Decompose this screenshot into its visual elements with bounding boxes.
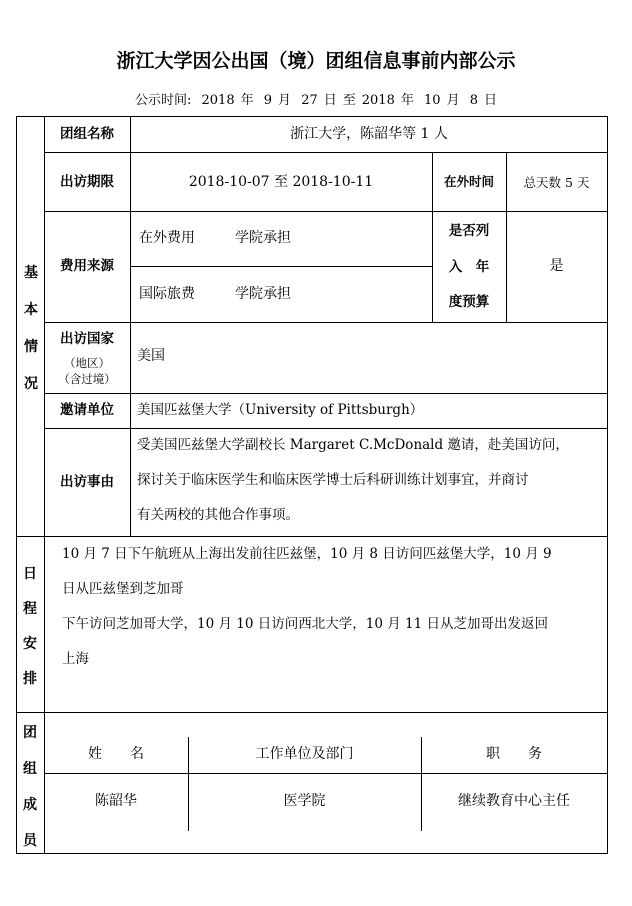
schedule-line-1: 10 月 7 日下午航班从上海出发前往匹兹堡，10 月 8 日访问匹兹堡大学，10 月 9 <box>62 546 552 562</box>
abroad-cost-label: 在外费用 <box>139 230 195 246</box>
unit-month-2: 月 <box>446 93 460 108</box>
publish-to: 至 <box>342 93 356 108</box>
basic-section-char-3: 情 <box>24 339 38 355</box>
page-title: 浙江大学因公出国（境）团组信息事前内部公示 <box>116 50 516 72</box>
budget-label-1: 是否列 <box>448 223 490 239</box>
unit-day-2: 日 <box>484 93 498 108</box>
schedule-section-char-3: 安 <box>23 636 37 652</box>
abroad-time-label: 在外时间 <box>443 174 494 189</box>
schedule-section-char-4: 排 <box>23 671 37 687</box>
publish-end-day: 8 <box>469 93 478 108</box>
member-position: 继续教育中心主任 <box>458 793 570 809</box>
reason-line-1: 受美国匹兹堡大学副校长 Margaret C.McDonald 邀请，赴美国访问， <box>137 437 569 453</box>
members-section-char-1: 团 <box>23 725 37 741</box>
members-section-char-4: 员 <box>23 833 37 849</box>
abroad-cost-value: 学院承担 <box>235 230 291 246</box>
basic-section-char-1: 基 <box>24 265 38 281</box>
member-header-name: 姓 名 <box>88 746 144 762</box>
publish-end-year: 2018 <box>361 93 395 108</box>
group-name-value: 浙江大学，陈韶华等 1 人 <box>290 126 448 142</box>
budget-label-3: 度预算 <box>448 294 490 310</box>
country-value: 美国 <box>137 348 165 364</box>
group-name-label: 团组名称 <box>60 126 114 142</box>
inviter-label: 邀请单位 <box>60 402 114 418</box>
reason-line-2: 探讨关于临床医学生和临床医学博士后科研训练计划事宜，并商讨 <box>137 472 529 488</box>
period-label: 出访期限 <box>60 174 114 190</box>
travel-cost-label: 国际旅费 <box>139 286 195 302</box>
unit-month: 月 <box>278 93 292 108</box>
member-header-unit: 工作单位及部门 <box>255 746 354 762</box>
unit-year: 年 <box>240 93 254 108</box>
period-value: 2018-10-07 至 2018-10-11 <box>188 174 374 190</box>
member-name: 陈韶华 <box>95 793 137 809</box>
publish-end-month: 10 <box>424 93 441 108</box>
unit-day: 日 <box>323 93 337 108</box>
schedule-section-char-1: 日 <box>23 566 37 582</box>
publish-time <box>0 89 632 108</box>
members-section-char-3: 成 <box>23 797 37 813</box>
abroad-time-value: 总天数 5 天 <box>523 175 590 190</box>
country-sub-1: （地区） <box>64 356 110 370</box>
country-label: 出访国家 <box>60 331 114 347</box>
travel-cost-value: 学院承担 <box>235 286 291 302</box>
members-section-char-2: 组 <box>23 761 37 777</box>
publish-label: 公示时间: <box>134 93 192 108</box>
schedule-section-char-2: 程 <box>23 601 37 617</box>
reason-label: 出访事由 <box>60 474 114 490</box>
schedule-line-3: 下午访问芝加哥大学，10 月 10 日访问西北大学，10 月 11 日从芝加哥出发返回 <box>62 616 548 632</box>
basic-section-char-4: 况 <box>24 376 38 392</box>
cost-label: 费用来源 <box>60 258 114 274</box>
member-unit: 医学院 <box>283 793 326 809</box>
basic-section-char-2: 本 <box>24 302 38 318</box>
schedule-line-4: 上海 <box>62 651 89 667</box>
publish-month: 9 <box>263 93 273 108</box>
inviter-value: 美国匹兹堡大学（University of Pittsburgh） <box>137 402 424 418</box>
country-sub-2: （含过境） <box>58 372 116 386</box>
publish-year: 2018 <box>201 93 235 108</box>
schedule-line-2: 日从匹兹堡到芝加哥 <box>62 581 184 597</box>
member-header-position: 职 务 <box>486 746 542 762</box>
unit-year-2: 年 <box>400 93 414 108</box>
budget-label-2: 入 年 <box>448 259 490 275</box>
budget-value: 是 <box>549 258 564 274</box>
reason-line-3: 有关两校的其他合作事项。 <box>137 507 299 523</box>
publish-day: 27 <box>301 93 318 108</box>
